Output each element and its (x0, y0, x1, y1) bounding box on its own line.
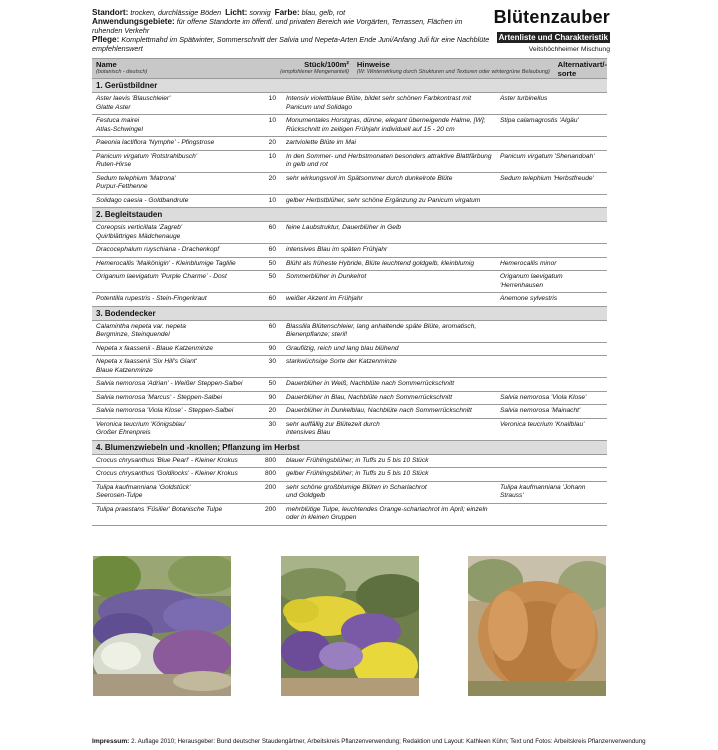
table-body (92, 79, 607, 526)
plant-alternative: Salvia nemorosa 'Viola Klose' (500, 393, 587, 401)
plant-name: Crocus chrysanthus 'Goldilocks' - Kleiner Krokus (96, 470, 238, 477)
plant-alternative (496, 455, 607, 468)
table-row (92, 137, 607, 151)
header-count-sub: (empfohlener Mengenanteil) (280, 69, 349, 75)
plant-alternative (496, 244, 607, 257)
plant-count: 50 (268, 273, 276, 280)
plant-alternative: Stipa calamagrostis 'Algäu' (500, 117, 579, 124)
plant-alternative (496, 356, 607, 377)
photo-planting-yellow-purple (281, 556, 419, 696)
table-row (92, 271, 607, 293)
plant-hint: starkwüchsige Sorte der Katzenminze (286, 358, 397, 365)
plant-hint: Dauerblüher in Dunkelblau, Nachblüte nach Sommerrückschnitt (286, 407, 472, 414)
plant-alternative: Origanum laevigatum 'Herrenhausen (500, 273, 563, 289)
plant-count: 60 (268, 224, 276, 231)
plant-hint: gelber Frühlingsblüher; in Tuffs zu 5 bis 10 Stück (286, 470, 429, 477)
table-row (92, 378, 607, 392)
plant-alternative: Veronica teucrium 'Knallblau' (500, 420, 585, 428)
plant-hint: intensives Blau im späten Frühjahr (286, 246, 388, 253)
plant-count: 20 (268, 174, 276, 182)
plant-alternative: Panicum virgatum 'Shenandoah' (500, 152, 595, 160)
plant-alternative (496, 321, 607, 342)
header-count (265, 59, 353, 78)
header-count-label: Stück/100m² (304, 60, 349, 69)
photo-ornamental-grasses (468, 556, 606, 696)
plant-hint: Intensiv violettblaue Blüte, bildet sehr schönen Farbkontrast mit Panicum und Solidago (286, 95, 472, 111)
table-row (92, 293, 607, 307)
header-alternative-label: Alternativart/-sorte (557, 60, 607, 78)
standort-value: trocken, durchlässige Böden (130, 8, 222, 17)
plant-name: Salvia nemorosa 'Marcus' - Steppen-Salbei (96, 393, 223, 401)
plant-alternative: Aster turbinellus (500, 95, 548, 102)
farbe-label: Farbe: (274, 8, 300, 17)
impressum-label: Impressum: (92, 738, 130, 745)
impressum (92, 738, 646, 745)
farbe-value: blau, gelb, rot (301, 8, 346, 17)
plant-name: Salvia nemorosa 'Viola Klose' - Steppen-Salbei (96, 407, 234, 414)
plant-name: Solidago caesia - Goldbandrute (96, 196, 189, 204)
plant-alternative (496, 468, 607, 481)
plant-name: Festuca mairei Atlas-Schwingel (96, 117, 143, 133)
plant-name: Origanum laevigatum 'Purple Charme' - Dost (96, 273, 227, 280)
plant-name: Tulipa kaufmanniana 'Goldstück' Seerosen-Tulpe (96, 483, 191, 499)
table-row (92, 419, 607, 441)
table-row (92, 482, 607, 504)
plant-hint: Blüht als früheste Hybride, Blüte leuchtend goldgelb, kleinblumig (286, 259, 475, 267)
plant-count: 50 (268, 259, 276, 267)
plant-name: Paeonia lactiflora 'Nymphe' - Pfingstrose (96, 139, 215, 146)
plant-hint: weißer Akzent im Frühjahr (286, 295, 363, 302)
impressum-text: 2. Auflage 2010; Herausgeber: Bund deutscher Staudengärtner, Arbeitskreis Pflanzenverwendung; Redaktion und Layout: Kathleen Kühn; Text und Fotos: Arbeitskreis Pflanzenverwendung (131, 738, 646, 745)
plant-hint: Graufilzig, reich und lang blau blühend (286, 344, 399, 352)
brand-block (494, 7, 610, 54)
table-row (92, 405, 607, 419)
plant-count: 800 (264, 470, 276, 477)
table-row (92, 504, 607, 526)
table-row (92, 468, 607, 482)
plant-hint: feine Laubstruktur, Dauerblüher in Gelb (286, 224, 402, 231)
table-row (92, 321, 607, 343)
table-row (92, 173, 607, 195)
section-header: 1. Gerüstbildner (92, 79, 607, 93)
plant-count: 90 (268, 344, 276, 352)
header-hints-sub: (W: Winterwirkung durch Strukturen und Texturen oder wintergrüne Belaubung) (356, 69, 550, 75)
plant-count: 10 (268, 196, 276, 204)
table-row (92, 244, 607, 258)
plant-name: Nepeta x faassenii 'Six Hill's Giant' Blaue Katzenminze (96, 358, 197, 374)
section-header: 4. Blumenzwiebeln und -knollen; Pflanzung im Herbst (92, 441, 607, 455)
header-alternative (554, 59, 607, 78)
plant-alternative: Salvia nemorosa 'Mainacht' (500, 407, 581, 414)
anwendung-value: für offene Standorte im öffentl. und privaten Bereich wie Vorgärten, Terrassen, Flächen im ruhenden Verkehr (92, 17, 463, 35)
plant-hint: blauer Frühlingsblüher; in Tuffs zu 5 bis 10 Stück (286, 456, 429, 464)
plant-hint: Monumentales Horstgras, dünne, elegant überneigende Halme, [W]; Rückschnitt im zeitigen Frühjahr individuell auf 15 - 20 cm (286, 117, 486, 133)
plant-name: Panicum virgatum 'Rotstrahlbusch' Ruten-Hirse (96, 152, 198, 168)
plant-alternative (496, 343, 607, 356)
plant-alternative (496, 378, 607, 391)
table-header (92, 58, 607, 79)
pflege-value: Komplettmahd im Spätwinter, Sommerschnitt der Salvia und Nepeta-Arten Ende Juni/Anfang Juli für eine Nachblüte empfehlenswert (92, 35, 490, 53)
plant-count: 800 (264, 456, 276, 464)
table-row (92, 455, 607, 469)
plant-name: Dracocephalum ruyschiana - Drachenkopf (96, 246, 220, 253)
plant-count: 10 (268, 95, 276, 102)
brand-note: Veitshöchheimer Mischung (528, 46, 610, 53)
table-row (92, 343, 607, 357)
table-row (92, 356, 607, 378)
plant-hint: Sommerblüher in Dunkelrot (286, 273, 367, 280)
plant-hint: mehrblütige Tulpe, leuchtendes Orange-scharlachrot im April; einzeln oder in kleinen Gruppen (286, 505, 488, 521)
table-row (92, 93, 607, 115)
plant-alternative (496, 195, 607, 208)
plant-count: 90 (268, 393, 276, 401)
plant-name: Crocus chrysanthus 'Blue Pearl' - Kleiner Krokus (96, 456, 238, 464)
plant-name: Coreopsis verticillata 'Zagreb' Quirlblättriges Mädchenauge (96, 224, 183, 240)
plant-hint: sehr schöne großblumige Blüten in Scharlachrot und Goldgelb (286, 483, 427, 499)
plant-count: 10 (268, 152, 276, 160)
plant-hint: gelber Herbstblüher, sehr schöne Ergänzung zu Panicum virgatum (286, 196, 481, 204)
plant-count: 60 (268, 246, 276, 253)
plant-name: Potentilla rupestris - Stein-Fingerkraut (96, 295, 207, 302)
plant-name: Sedum telephium 'Matrona' Purpur-Fetthenne (96, 174, 176, 190)
table-row (92, 195, 607, 209)
brand-title: Blütenzauber (493, 7, 610, 27)
plant-name: Tulipa praestans 'Füsilier' Botanische Tulpe (96, 505, 223, 513)
plant-hint: zartviolette Blüte im Mai (286, 139, 356, 146)
plant-count: 200 (264, 505, 276, 513)
plant-name: Veronica teucrium 'Königsblau' Großer Ehrenpreis (96, 420, 186, 436)
plant-alternative (496, 504, 607, 525)
section-header: 2. Begleitstauden (92, 208, 607, 222)
plant-count: 60 (268, 295, 276, 302)
table-row (92, 115, 607, 137)
header-name-sub: (botanisch - deutsch) (96, 69, 148, 75)
plant-count: 200 (264, 483, 276, 491)
plant-count: 60 (268, 322, 276, 330)
plant-name: Calamintha nepeta var. nepeta Bergminze, Steinquendel (96, 322, 186, 338)
plant-hint: In den Sommer- und Herbstmonaten besonders attraktive Blattfärbung in gelb und rot (286, 152, 492, 168)
plant-count: 20 (268, 139, 276, 146)
plant-alternative: Tulipa kaufmanniana 'Johann Strauss' (500, 483, 586, 499)
plant-name: Hemerocallis 'Maikönigin' - Kleinblumige Taglilie (96, 259, 236, 267)
anwendung-label: Anwendungsgebiete: (92, 17, 175, 26)
plant-count: 10 (268, 117, 276, 124)
plant-hint: Dauerblüher in Weiß, Nachblüte nach Sommerrückschnitt (286, 380, 455, 387)
header-name (92, 59, 265, 78)
section-header: 3. Bodendecker (92, 307, 607, 321)
licht-label: Licht: (225, 8, 248, 17)
plant-alternative: Anemone sylvestris (500, 295, 558, 302)
table-row (92, 392, 607, 406)
header-name-label: Name (96, 60, 117, 69)
table-row (92, 222, 607, 244)
photo-planting-blue-white (93, 556, 231, 696)
plant-hint: Dauerblüher in Blau, Nachblüte nach Sommerrückschnitt (286, 393, 453, 401)
plant-count: 50 (268, 380, 276, 387)
plant-alternative: Hemerocallis minor (500, 259, 557, 267)
plant-table (92, 58, 607, 526)
plant-alternative (496, 222, 607, 243)
table-row (92, 258, 607, 272)
site-conditions-header (92, 8, 492, 53)
plant-alternative (496, 137, 607, 150)
plant-alternative: Sedum telephium 'Herbstfreude' (500, 174, 594, 182)
table-row (92, 151, 607, 173)
plant-name: Aster laevis 'Blauschleier' Glatte Aster (96, 95, 171, 111)
header-hints (353, 59, 554, 78)
header-hints-label: Hinweise (356, 60, 390, 69)
plant-name: Salvia nemorosa 'Adrian' - Weißer Steppen-Salbei (96, 380, 243, 387)
plant-hint: sehr auffällig zur Blütezeit durch intensives Blau (286, 420, 380, 436)
plant-count: 30 (268, 358, 276, 365)
plant-hint: Blasslila Blütenschleier, lang anhaltende späte Blüte, aromatisch, Bienenpflanze; steril! (286, 322, 477, 338)
standort-label: Standort: (92, 8, 129, 17)
plant-count: 30 (268, 420, 276, 428)
plant-name: Nepeta x faassenii - Blaue Katzenminze (96, 344, 213, 352)
plant-hint: sehr wirkungsvoll im Spätsommer durch dunkelrote Blüte (286, 174, 453, 182)
brand-subtitle: Artenliste und Charakteristik (498, 33, 608, 42)
plant-count: 20 (268, 407, 276, 414)
licht-value: sonnig (249, 8, 271, 17)
pflege-label: Pflege: (92, 35, 120, 44)
